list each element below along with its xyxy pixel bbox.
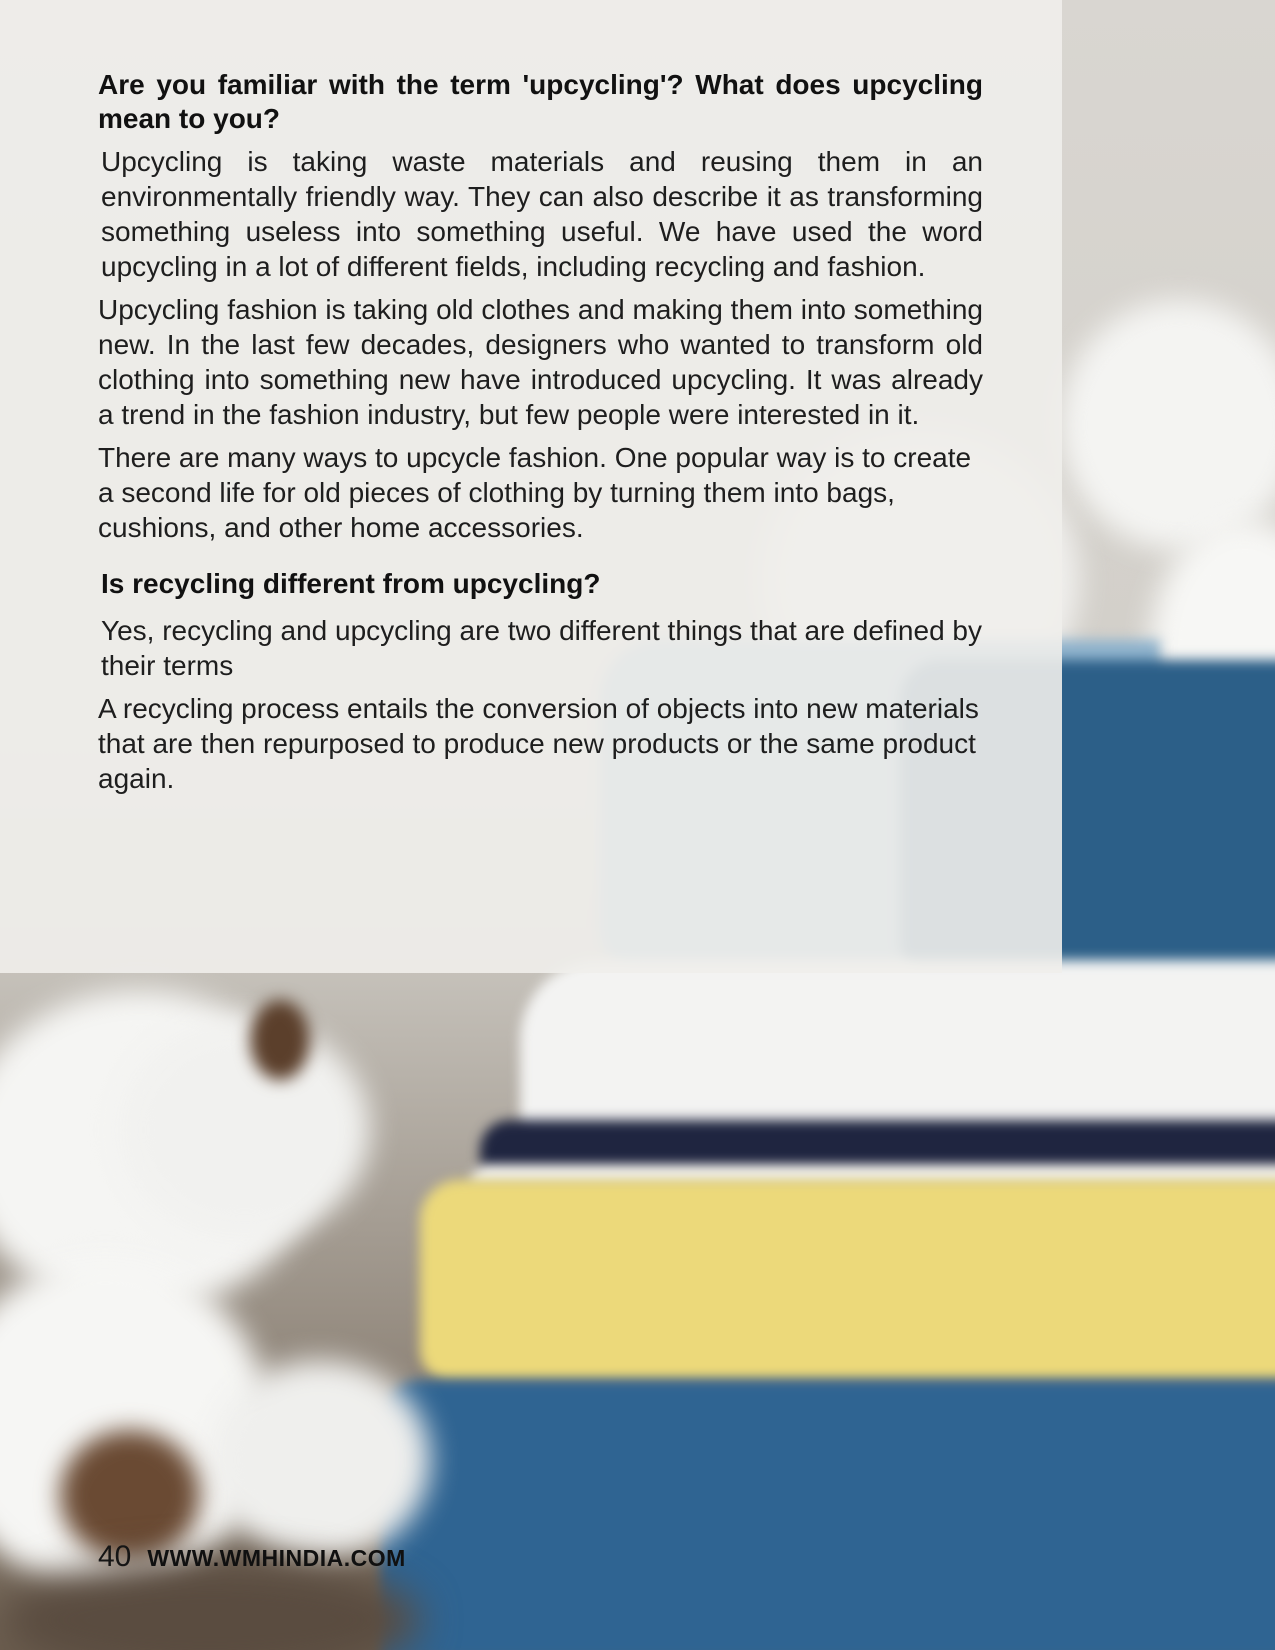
question-heading-recycling: Is recycling different from upcycling? (101, 568, 601, 599)
paragraph-recycling-difference: Yes, recycling and upcycling are two different things that are defined by their terms (101, 615, 982, 681)
cotton-boll (120, 1020, 370, 1240)
cotton-boll (1060, 300, 1275, 550)
paragraph-upcycle-ways: There are many ways to upcycle fashion. One popular way is to create a second life for old pieces of clothing by turning them into bags, cushions, and other home accessories. (98, 442, 972, 543)
cotton-boll (210, 1360, 430, 1560)
folded-cloth-white (520, 960, 1275, 1140)
paragraph-upcycling-fashion: Upcycling fashion is taking old clothes and making them into something new. In the last few decades, designers who wanted to transform old clothing into something new have introduced upcycling. It was already a trend in the fashion industry, but few people were interested in it. (98, 294, 983, 430)
question-heading-upcycling: Are you familiar with the term 'upcycling'? What does upcycling mean to you? (98, 69, 983, 134)
page-number: 40 (98, 1540, 132, 1573)
article-content (98, 68, 983, 804)
folded-cloth-yellow (420, 1180, 1275, 1380)
text-panel (0, 0, 1062, 973)
paragraph-upcycling-definition: Upcycling is taking waste materials and reusing them in an environmentally friendly way. They can also describe it as transforming something useless into something useful. We have used the word upcycling in a lot of different fields, including recycling and fashion. (101, 146, 983, 282)
folded-cloth-navy (480, 1120, 1275, 1170)
paragraph-recycling-process: A recycling process entails the conversion of objects into new materials that are then repurposed to produce new products or the same product again. (98, 693, 979, 794)
website-link[interactable]: WWW.WMHINDIA.COM (147, 1545, 406, 1571)
cotton-husk (250, 1000, 310, 1080)
folded-cloth-denim (380, 1380, 1275, 1650)
page-footer (98, 1540, 406, 1574)
